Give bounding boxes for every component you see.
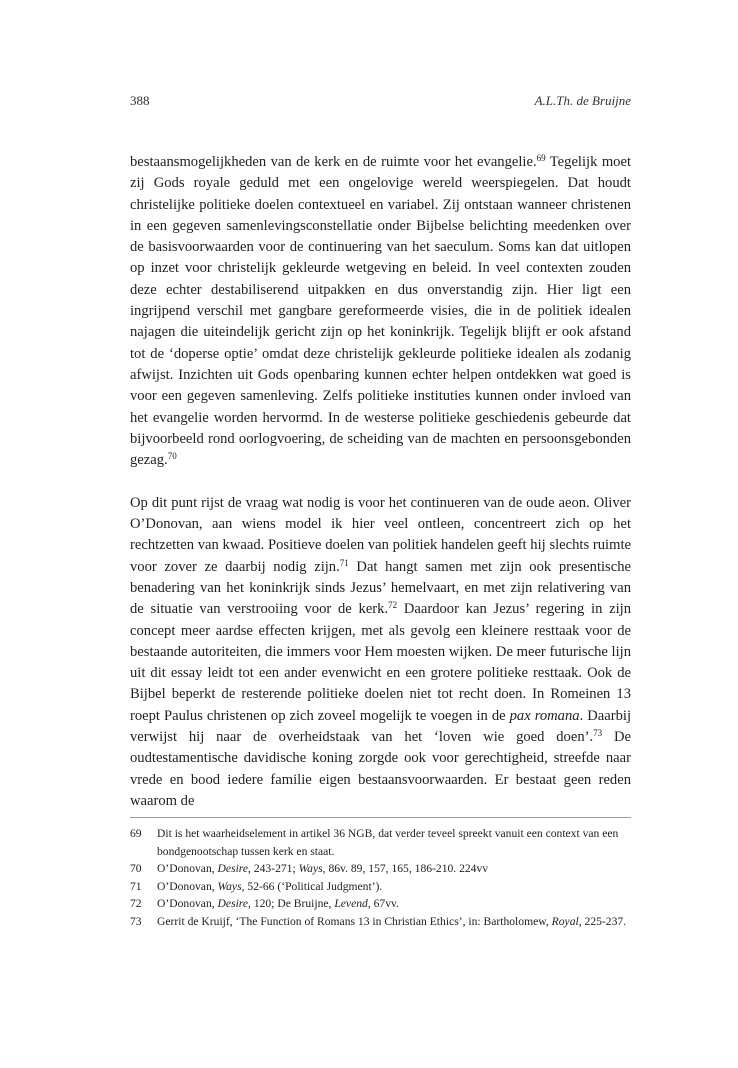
footnote-text [157, 860, 631, 878]
footnote-text-part: Gerrit de Kruijf, ‘The Function of Romans 13 in Christian Ethics’, in: Bartholomew, [157, 914, 552, 928]
footnote-title: Royal [551, 914, 579, 928]
footnote-text-part: O’Donovan, [157, 862, 218, 876]
footnote-ref-73[interactable]: 73 [593, 728, 603, 739]
footnote-text [157, 878, 631, 896]
footnote-title: Desire [217, 897, 249, 911]
footnote-text-part: , 52-66 (‘Political Judgment’). [241, 879, 383, 893]
footnote-ref-72[interactable]: 72 [388, 600, 398, 611]
footnote-number: 70 [130, 862, 142, 876]
footnote-71 [130, 878, 631, 896]
paragraph-2-text-a: Op dit punt rijst de vraag wat nodig is voor het continueren van de oude aeon. Oliver O’Donovan, aan wiens model ik hier veel ontleen, concentreert zich op het rechtzetten van kwaad. Positieve doelen van politiek handelen geeft hij slechts ruimte voor zover ze daarbij nodig zijn. [130, 494, 631, 575]
footnote-title: Levend [334, 897, 368, 911]
footnote-text-part: , 86v. 89, 157, 165, 186-210. 224vv [322, 862, 489, 876]
footnote-text-part: , 67vv. [367, 897, 399, 911]
footnotes [130, 825, 631, 931]
footnote-title: Desire [217, 862, 249, 876]
footnote-number: 69 [130, 827, 142, 840]
footnote-text-part: O’Donovan, [157, 897, 218, 911]
footnote-ref-71[interactable]: 71 [339, 557, 349, 568]
page-number: 388 [130, 93, 150, 108]
footnote-text-part: O’Donovan, [157, 879, 218, 893]
paragraph-2 [130, 493, 631, 812]
footnote-text: Dit is het waarheidselement in artikel 36 NGB, dat verder teveel spreekt vanuit een context van een bondgenootschap tussen kerk en staat. [157, 827, 619, 858]
footnote-number: 73 [130, 914, 142, 928]
footnote-70 [130, 860, 631, 878]
footnote-number: 72 [130, 897, 142, 911]
footnote-69 [130, 825, 631, 860]
footnote-ref-70[interactable]: 70 [167, 451, 177, 462]
footnote-ref-69[interactable]: 69 [536, 153, 546, 163]
footnote-text [157, 913, 631, 931]
paragraph-2-text-b: Dat hangt samen met zijn ook presentische benadering van het koninkrijk sinds Jezus’ hemelvaart, en met zijn relativering van de situatie van verstrooiing voor de kerk. [130, 558, 631, 618]
footnote-title: Ways [217, 879, 242, 893]
paragraph-2-text-e: De oudtestamentische davidische koning zorgde ook voor gerechtigheid, streefde naar vrede en bood iedere familie eigen bestaansvoorwaarden. Er bestaat geen reden waarom de [130, 729, 631, 809]
footnote-divider [130, 817, 631, 818]
paragraph-2-text-d: . Daarbij verwijst hij naar de overheidstaak van het ‘loven wie goed doen’. [130, 707, 631, 746]
paragraph-1-text-a: bestaansmogelijkheden van de kerk en de ruimte voor het evangelie. [130, 154, 537, 170]
footnote-text-part: , 225-237. [578, 914, 627, 928]
paragraph-1-text-b: Tegelijk moet zij Gods royale geduld met een ongelovige wereld weerspiegelen. Dat houdt christelijke politieke doelen contextueel en variabel. Zij ontstaan wanneer christenen in een gegeven samenlevingsconstellatie onder Bijbelse belichting meedenken over de basisvoorwaarden voor de continuering van het saeculum. Soms kan dat uitlopen op inzet voor christelijk gekleurde wetgeving en beleid. In veel contexten zouden deze echter destabiliserend uitpakken en dus onverstandig zijn. Hier ligt een ingrijpend verschil met gangbare gereformeerde visies, die in de politiek idealen najagen die uiteindelijk gericht zijn op het koninkrijk. Tegelijk blijft er ook afstand tot de ‘doperse optie’ omdat deze christelijk gekleurde politieke idealen als zodanig afwijst. Inzichten uit Gods openbaring kunnen echter helpen ontdekken wat goed is voor een gegeven samenleving. Zelfs politieke instituties kunnen onder invloed van het evangelie worden hervormd. In de westerse politieke geschiedenis gebeurde dat bijvoorbeeld rond oorlogvoering, de scheiding van de machten en persoonsgebonden gezag. [130, 154, 631, 469]
footnote-73 [130, 913, 631, 931]
paragraph-2-text-c: Daardoor kan Jezus’ regering in zijn concept meer aardse effecten krijgen, met als gevolg een kleinere resttaak voor de bestaande autoriteiten, die immers voor Hem moesten wijken. De meer futurische lijn uit dit essay leidt tot een ander evenwicht en een grotere politieke resttaak. Ook de Bijbel beperkt de resterende politieke doelen niet tot recht doen. In Romeinen 13 roept Paulus christenen op zich zoveel mogelijk te voegen in de [130, 601, 632, 724]
body-text [130, 152, 631, 834]
paragraph-1 [130, 152, 631, 471]
footnote-text-part: , 243-271; [248, 862, 299, 876]
paragraph-2-emphasis: pax romana [509, 707, 580, 724]
footnote-text-part: , 120; De Bruijne, [248, 897, 335, 911]
running-head-author: A.L.Th. de Bruijne [534, 93, 631, 108]
footnote-text [157, 895, 631, 913]
footnote-number: 71 [130, 879, 142, 893]
footnote-title: Ways [298, 862, 323, 876]
footnote-72 [130, 895, 631, 913]
